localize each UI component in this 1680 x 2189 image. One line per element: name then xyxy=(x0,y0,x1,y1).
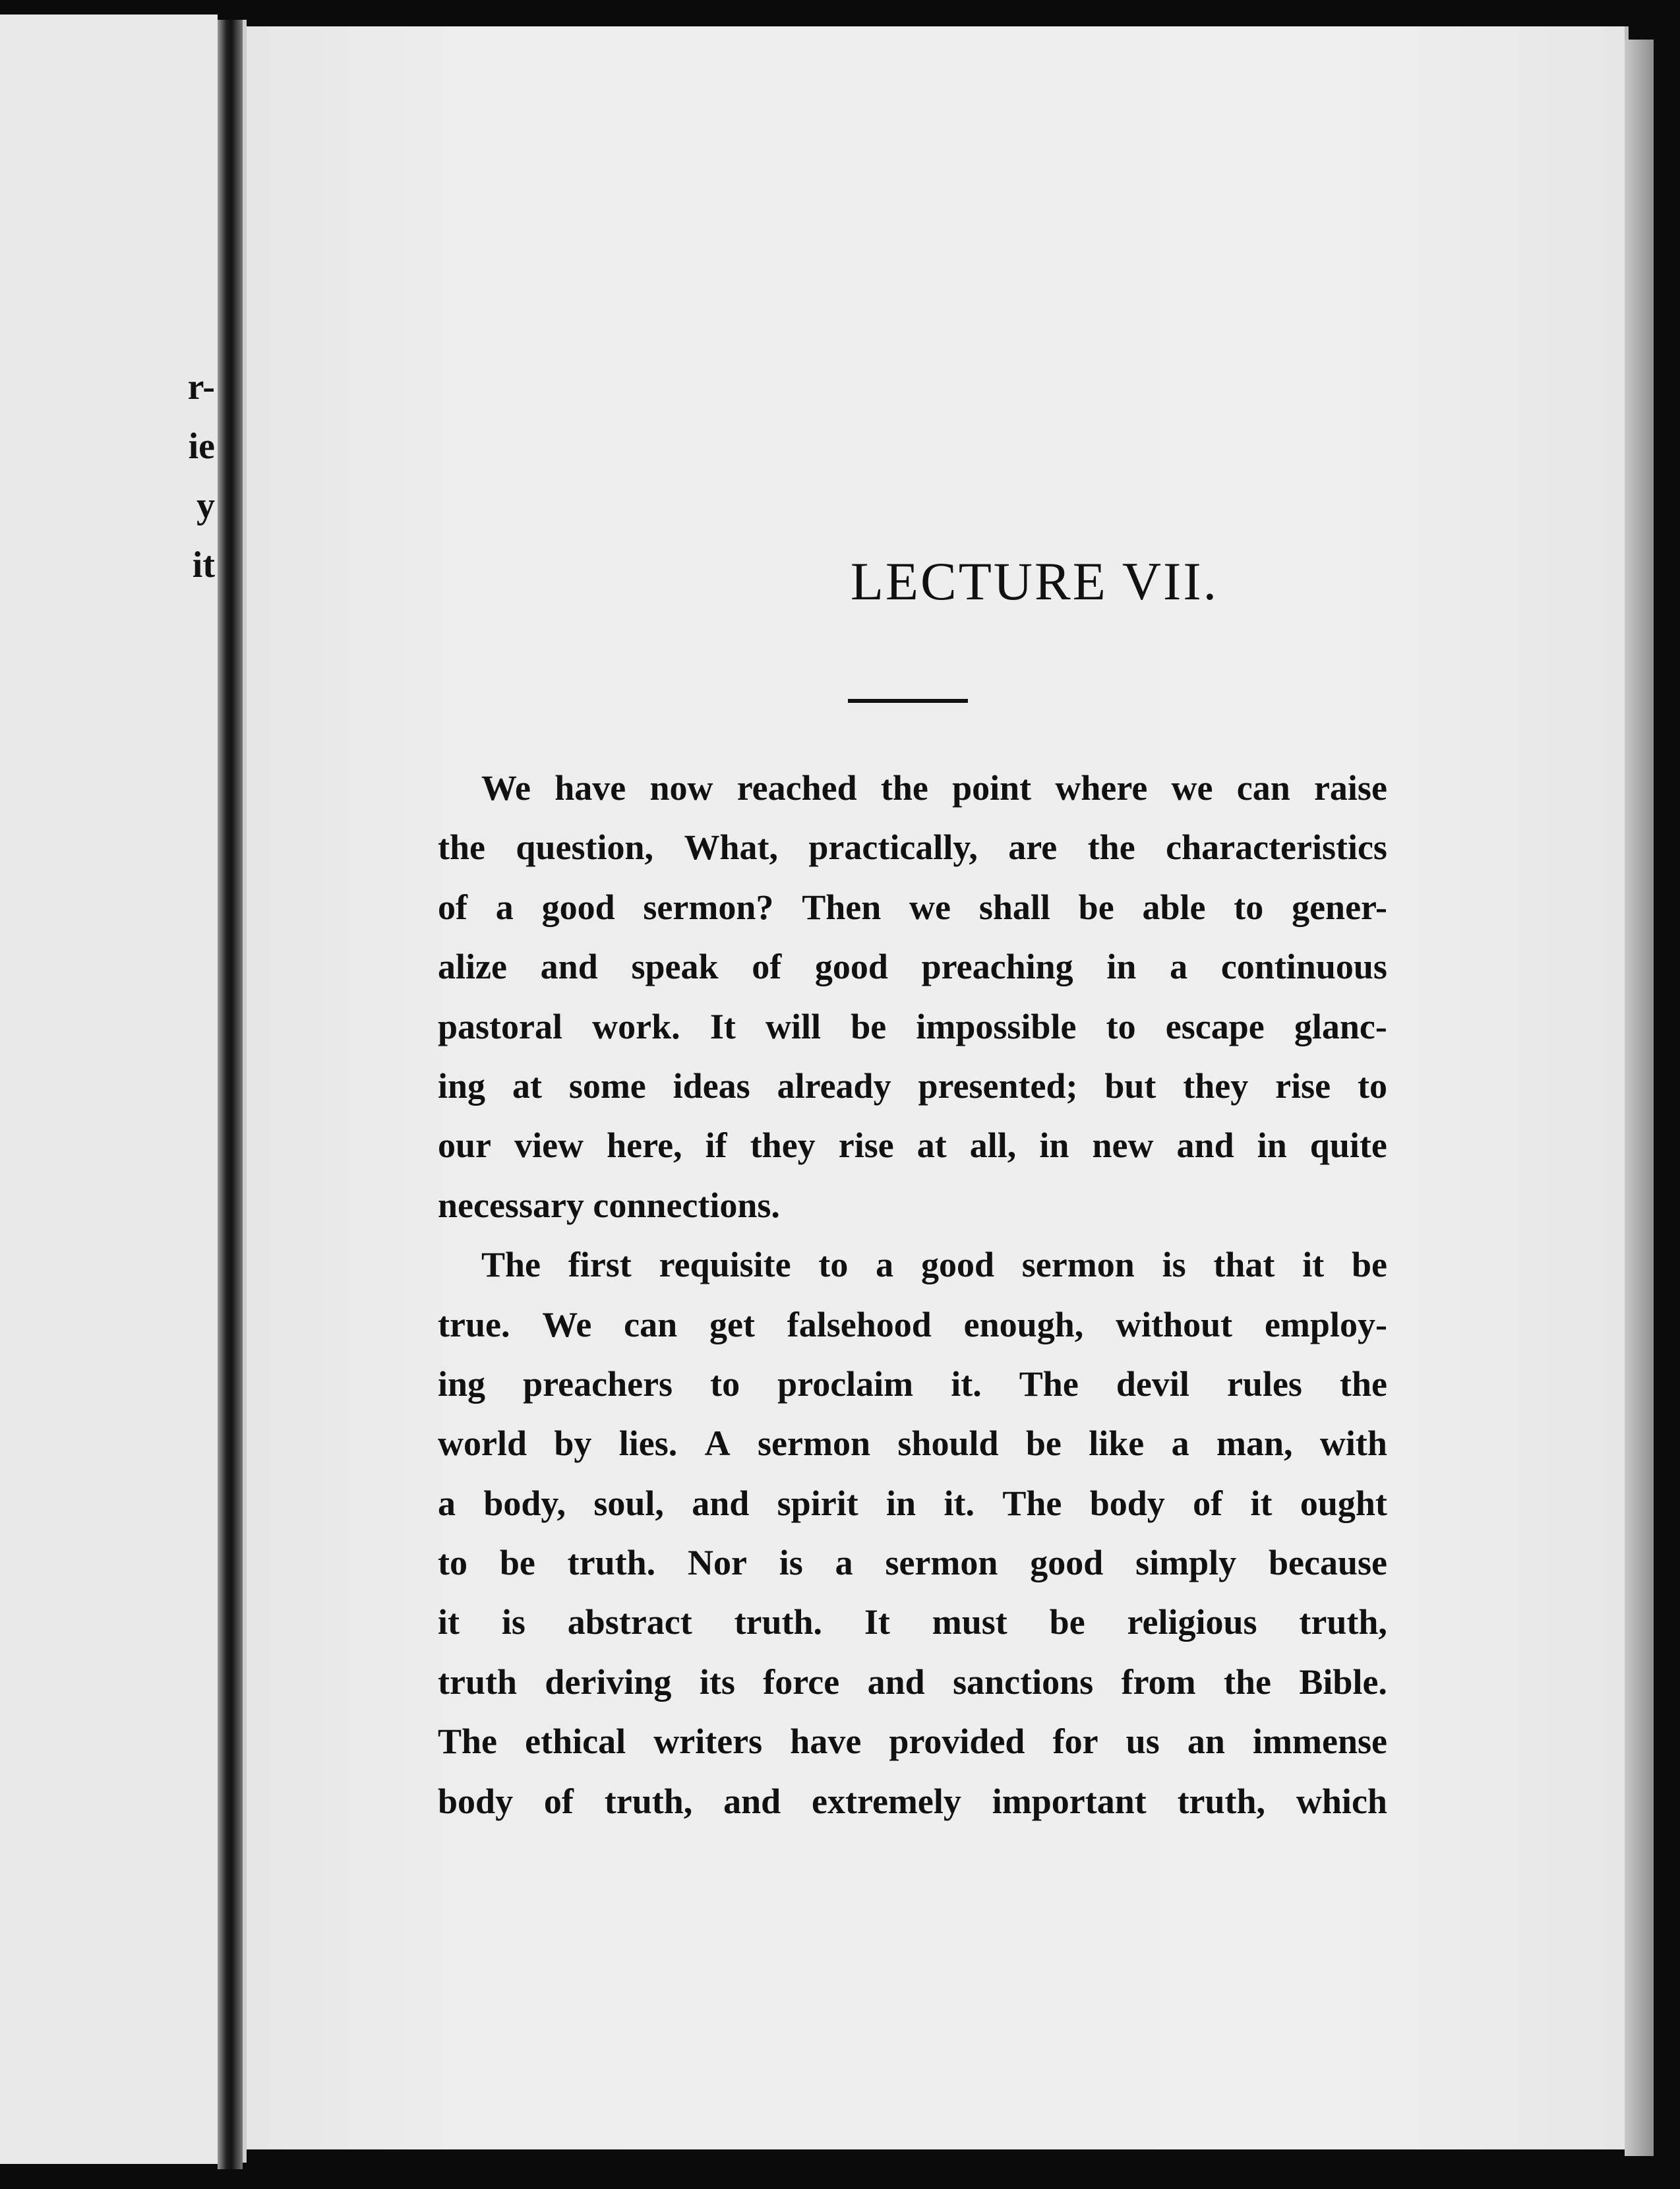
text-line: alize and speak of good preaching in a continuous xyxy=(438,947,1387,987)
previous-page-text-fragments xyxy=(188,357,215,595)
body-text xyxy=(438,758,1387,1831)
title-rule xyxy=(848,699,968,703)
book-page xyxy=(247,26,1625,2149)
fragment-1: r- xyxy=(187,367,215,407)
page-stack-edge xyxy=(1625,40,1654,2156)
text-line: the question, What, practically, are the characteristics xyxy=(438,827,1387,868)
text-line: a body, soul, and spirit in it. The body of it ought xyxy=(438,1483,1387,1523)
fragment-2: ie xyxy=(188,426,215,467)
lecture-title: LECTURE VII. xyxy=(850,551,1219,611)
text-line: true. We can get falsehood enough, without employ- xyxy=(438,1304,1387,1344)
text-line: truth deriving its force and sanctions from the Bible. xyxy=(438,1662,1387,1702)
fragment-4: it xyxy=(192,545,215,585)
text-line: it is abstract truth. It must be religious truth, xyxy=(438,1602,1387,1642)
fragment-3: y xyxy=(196,485,215,526)
text-line: ing at some ideas already presented; but they rise to xyxy=(438,1065,1387,1106)
text-line: The first requisite to a good sermon is that it be xyxy=(481,1245,1387,1285)
text-line: We have now reached the point where we can raise xyxy=(481,768,1387,808)
text-line: pastoral work. It will be impossible to escape glanc- xyxy=(438,1006,1387,1046)
text-line: necessary connections. xyxy=(438,1185,780,1225)
book-binding xyxy=(218,20,243,2169)
previous-page-edge xyxy=(0,15,218,2164)
text-line: world by lies. A sermon should be like a man, with xyxy=(438,1424,1387,1464)
text-line: The ethical writers have provided for us an immense xyxy=(438,1722,1387,1762)
text-line: ing preachers to proclaim it. The devil rules the xyxy=(438,1364,1387,1404)
text-line: our view here, if they rise at all, in new and in quite xyxy=(438,1125,1387,1166)
text-line: of a good sermon? Then we shall be able to gener- xyxy=(438,887,1387,927)
text-line: to be truth. Nor is a sermon good simply because xyxy=(438,1543,1387,1583)
text-line: body of truth, and extremely important truth, which xyxy=(438,1781,1387,1821)
